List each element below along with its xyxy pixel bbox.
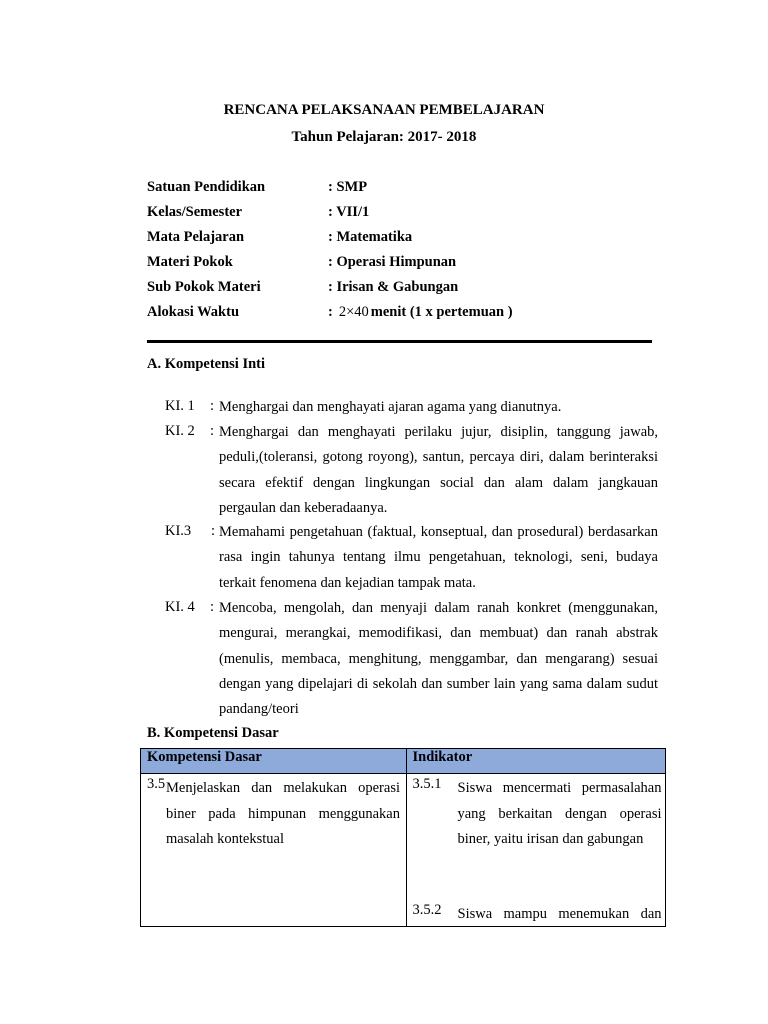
ki-3-colon: : [211, 523, 216, 539]
label-materi-pokok: Materi Pokok [147, 254, 233, 270]
school-year: Tahun Pelajaran: 2017- 2018 [291, 129, 477, 145]
header-indikator: Indikator [406, 749, 666, 774]
header-divider [147, 340, 652, 343]
ki-3-text: Memahami pengetahuan (faktual, konseptual, dan prosedural) berdasarkan rasa ingin tahunya tentang ilmu pengetahuan, teknologi, seni, budaya terkait fenomena dan kejadian tampak mata. [219, 524, 658, 591]
indicator-number: 3.5.2 [412, 902, 442, 918]
kd-text: Menjelaskan dan melakukan operasi biner pada himpunan menggunakan masalah kontekstual [166, 780, 400, 847]
indicator-text: Siswa mencermati permasalahan yang berkaitan dengan operasi biner, yaitu irisan dan gabungan [457, 780, 662, 847]
indicator-cell [406, 774, 666, 927]
ki-2-text: Menghargai dan menghayati perilaku jujur, disiplin, tanggung jawab, peduli,(toleransi, gotong royong), santun, percaya diri, dalam berinteraksi secara efektif dengan lingkungan social dan alam dalam jangkauan pergaulan dan keberadaanya. [219, 424, 658, 516]
value-sub-pokok-materi: : Irisan & Gabungan [328, 279, 459, 295]
alokasi-expression: 2×40 [338, 304, 369, 320]
label-mata-pelajaran: Mata Pelajaran [147, 229, 245, 245]
kd-number: 3.5 [147, 776, 166, 792]
ki-2-colon: : [210, 423, 215, 439]
label-sub-pokok-materi: Sub Pokok Materi [147, 279, 261, 295]
value-materi-pokok: : Operasi Himpunan [328, 254, 457, 270]
ki-2-label: KI. 2 [165, 423, 195, 439]
label-kelas-semester: Kelas/Semester [147, 204, 243, 220]
header-kompetensi-dasar: Kompetensi Dasar [141, 749, 407, 774]
ki-1-text: Menghargai dan menghayati ajaran agama yang dianutnya. [219, 399, 562, 415]
value-satuan-pendidikan: : SMP [328, 179, 368, 195]
indicator-text: Siswa mampu menemukan dan [457, 906, 662, 922]
section-b-heading: B. Kompetensi Dasar [147, 725, 279, 741]
ki-3-label: KI.3 [165, 523, 192, 539]
kd-cell [141, 774, 407, 927]
alokasi-colon: : [328, 304, 333, 320]
alokasi-suffix: menit (1 x pertemuan ) [370, 304, 513, 320]
document-title: RENCANA PELAKSANAAN PEMBELAJARAN [223, 102, 545, 118]
label-alokasi-waktu: Alokasi Waktu [147, 304, 240, 320]
kompetensi-dasar-table [140, 748, 666, 927]
value-alokasi-waktu [328, 304, 513, 321]
value-mata-pelajaran: : Matematika [328, 229, 413, 245]
indicator-number: 3.5.1 [412, 776, 442, 792]
ki-1-label: KI. 1 [165, 398, 195, 414]
table-row [141, 774, 666, 927]
ki-4-label: KI. 4 [165, 599, 195, 615]
value-kelas-semester: : VII/1 [328, 204, 370, 220]
table-header-row [141, 749, 666, 774]
ki-1-colon: : [210, 398, 215, 414]
ki-4-text: Mencoba, mengolah, dan menyaji dalam ranah konkret (menggunakan, mengurai, merangkai, memodifikasi, dan membuat) dan ranah abstrak (menulis, membaca, menghitung, menggambar, dan mengarang) sesuai dengan yang dipelajari di sekolah dan sumber lain yang sama dalam sudut pandang/teori [219, 600, 658, 718]
label-satuan-pendidikan: Satuan Pendidikan [147, 179, 266, 195]
section-a-heading: A. Kompetensi Inti [147, 356, 266, 372]
ki-4-colon: : [210, 599, 215, 615]
